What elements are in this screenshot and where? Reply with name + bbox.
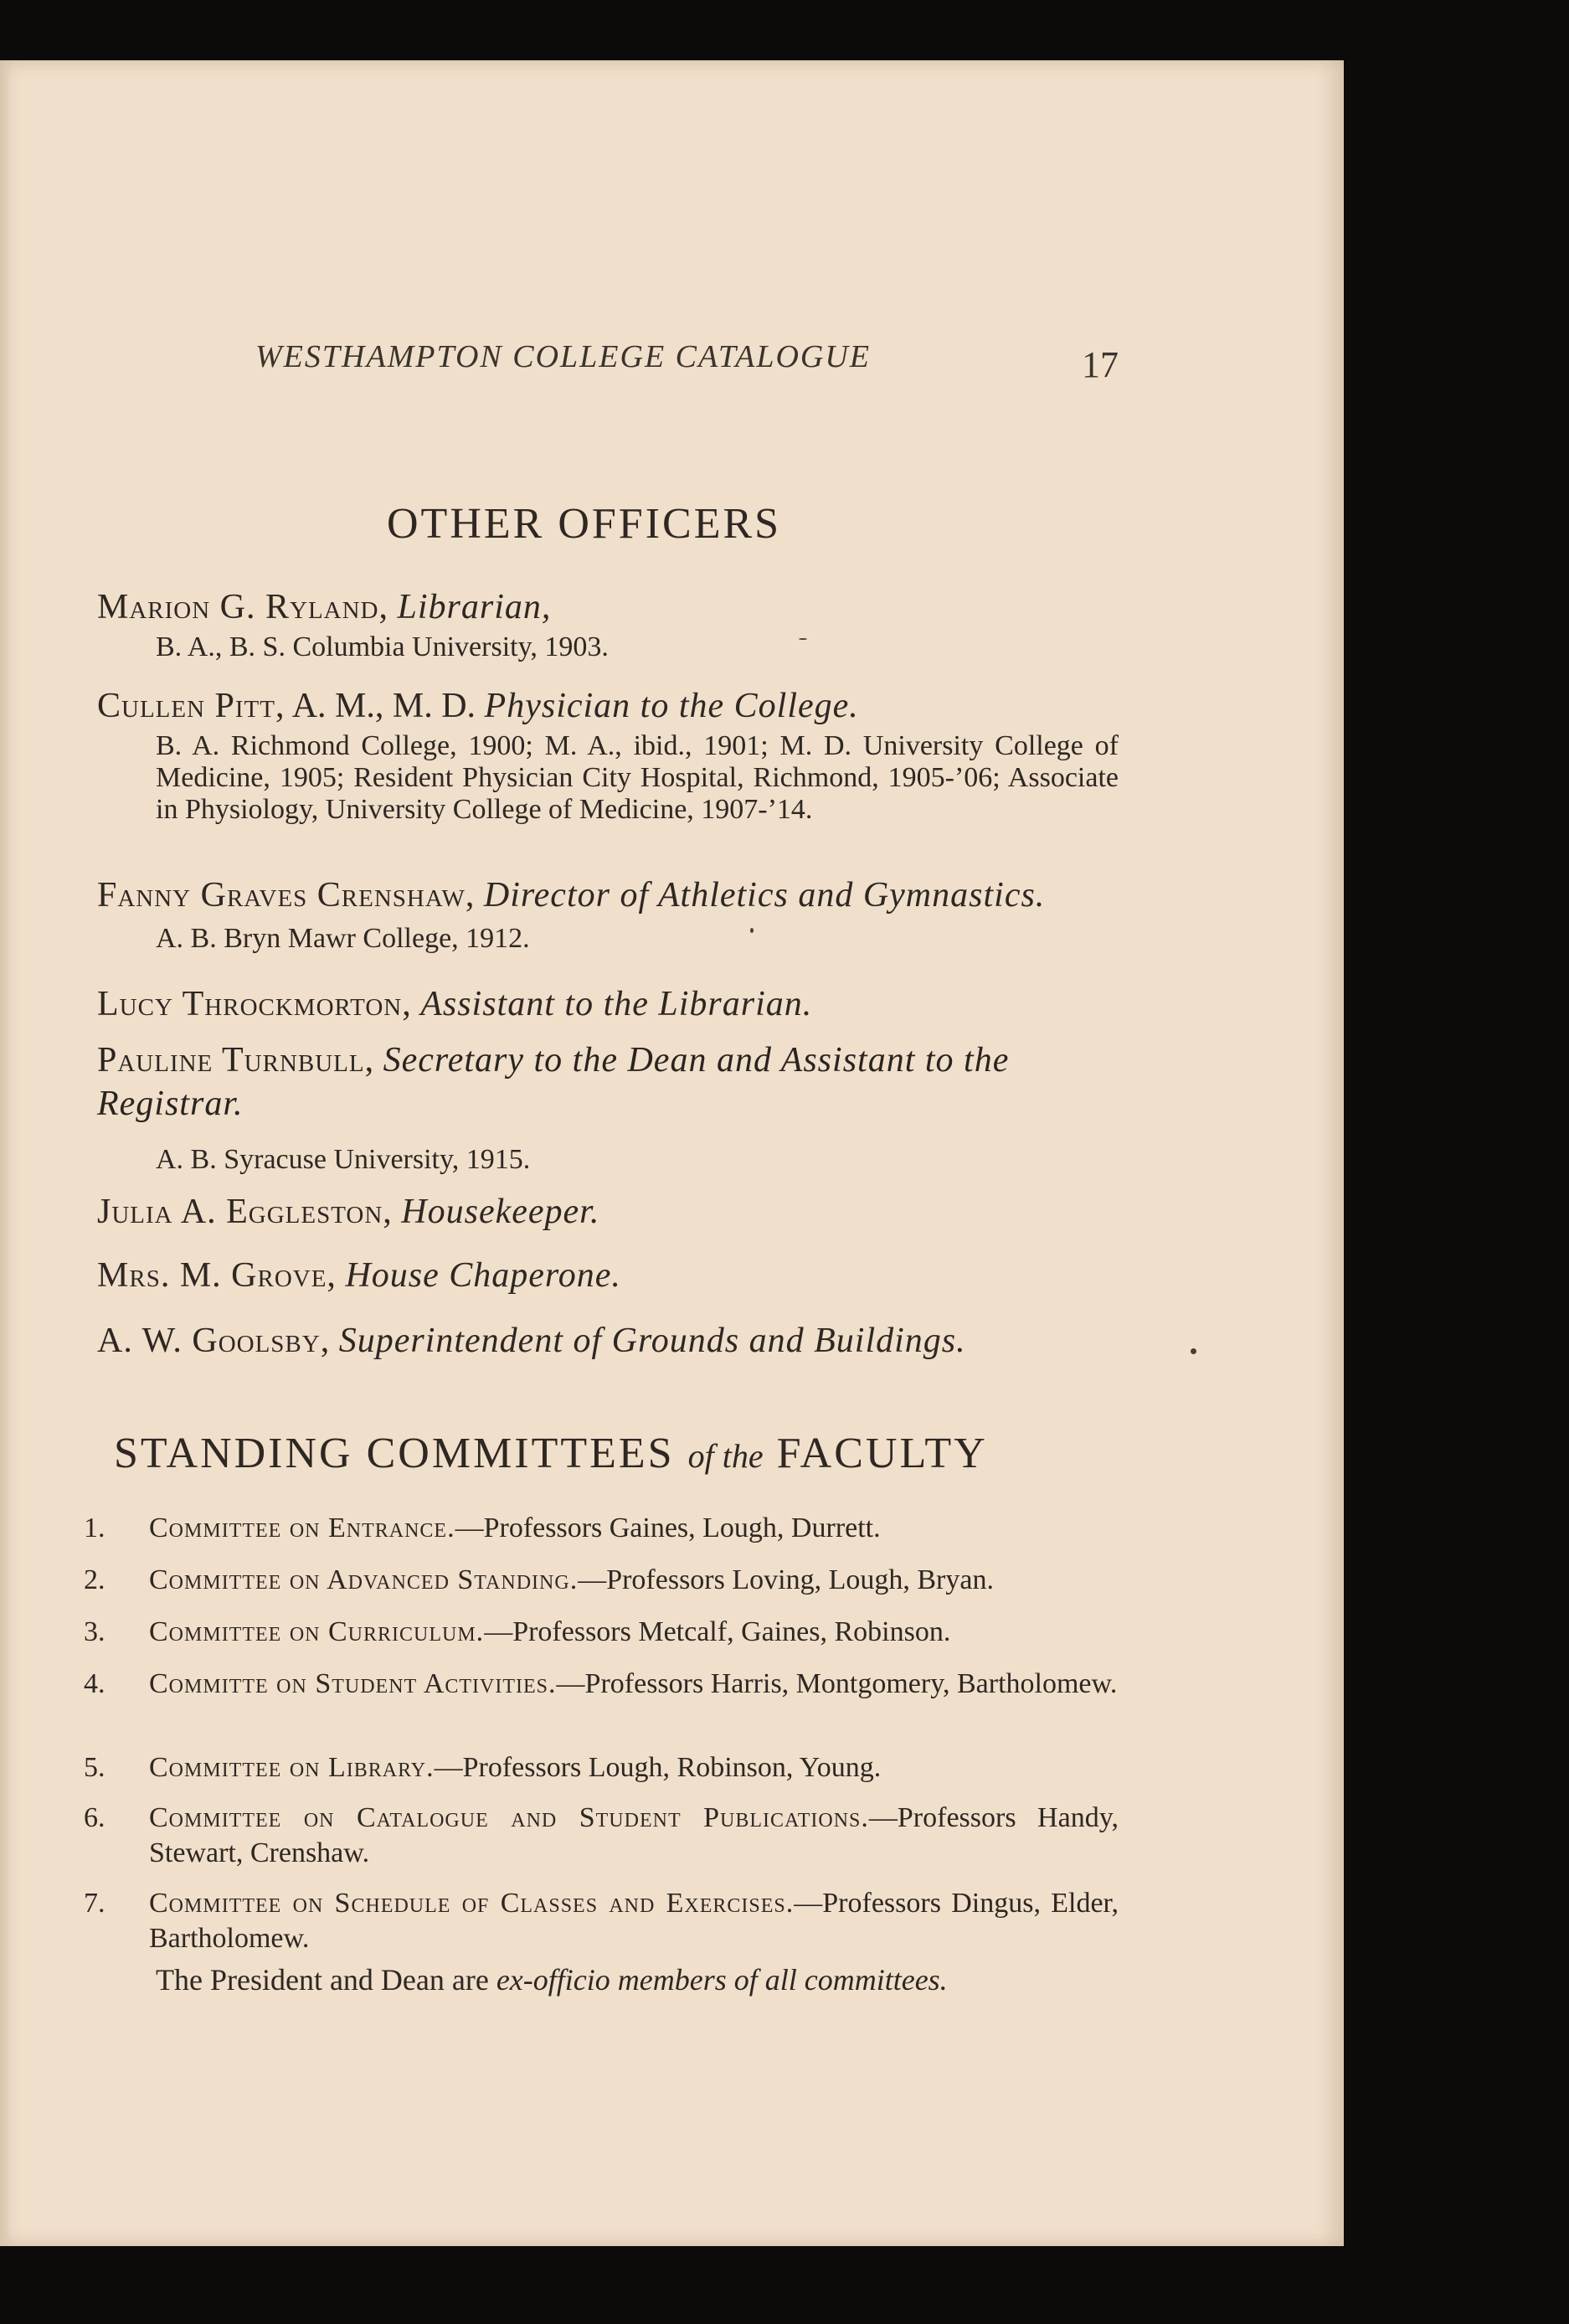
- committee-members: —Professors Handy, Stewart, Crenshaw.: [149, 1802, 1119, 1868]
- officer-entry: [97, 1255, 1119, 1296]
- committee-members: —Professors Dingus, Elder, Bartholomew.: [149, 1888, 1119, 1954]
- committee-number: 7.: [84, 1888, 105, 1919]
- officer-degrees: B. A., B. S. Columbia University, 1903.: [156, 631, 609, 662]
- officer-role: Secretary to the Dean and Assistant to the Registrar.: [97, 1041, 1010, 1123]
- officer-name: Julia A. Eggleston,: [97, 1193, 393, 1231]
- officer-entry: [97, 1191, 1119, 1233]
- committee-number: 4.: [84, 1668, 105, 1699]
- committee-number: 6.: [84, 1802, 105, 1833]
- committee-name: Committe on Student Activities.: [149, 1668, 557, 1699]
- committees-title-connector: of the: [687, 1437, 764, 1475]
- officer-role: Director of Athletics and Gymnastics.: [483, 876, 1046, 915]
- officer-degrees: A. B. Bryn Mawr College, 1912.: [156, 923, 530, 954]
- officer-name: Cullen Pitt,: [97, 687, 286, 725]
- ink-speck: [750, 928, 754, 933]
- footnote-italic: ex-officio members of all committees.: [496, 1963, 948, 1997]
- officer-role: Assistant to the Librarian.: [420, 985, 813, 1023]
- committee-name: Committee on Advanced Standing.: [149, 1564, 579, 1595]
- committee-name: Committee on Entrance.: [149, 1512, 455, 1543]
- officer-role: Physician to the College.: [484, 687, 859, 725]
- committee-number: 1.: [84, 1512, 105, 1543]
- officer-degrees: B. A. Richmond College, 1900; M. A., ibid., 1901; M. D. University College of Medicine, 1905; Resident Physician City Hospital, Richmond, 1905-’06; Associate in Physiology, University College of Medicine, 1907-’14.: [156, 730, 1119, 825]
- committee-members: —Professors Gaines, Lough, Durrett.: [455, 1512, 881, 1543]
- committees-footnote: [156, 1961, 1119, 1998]
- committee-name: Committee on Catalogue and Student Publications.: [149, 1802, 869, 1833]
- officer-entry: [97, 1320, 1119, 1362]
- committees-title-faculty: FACULTY: [776, 1430, 988, 1477]
- committees-title-main: STANDING COMMITTEES: [114, 1430, 675, 1477]
- page-gutter: [0, 60, 12, 2246]
- page-number: 17: [1082, 344, 1119, 385]
- committee-members: —Professors Loving, Lough, Bryan.: [578, 1564, 994, 1595]
- officer-entry: [97, 1038, 1119, 1126]
- officer-role: House Chaperone.: [345, 1256, 621, 1295]
- officer-role: Superintendent of Grounds and Buildings.: [338, 1322, 966, 1360]
- committee-name: Committee on Schedule of Classes and Exercises.: [149, 1888, 795, 1919]
- committee-name: Committee on Library.: [149, 1752, 435, 1783]
- committee-members: —Professors Harris, Montgomery, Bartholomew.: [556, 1668, 1118, 1699]
- officer-name: Lucy Throckmorton,: [97, 985, 412, 1023]
- committee-number: 5.: [84, 1752, 105, 1783]
- ink-speck: [799, 638, 807, 640]
- ink-speck: [1191, 1348, 1196, 1354]
- committee-number: 2.: [84, 1564, 105, 1595]
- officer-name: Mrs. M. Grove,: [97, 1256, 337, 1295]
- officer-role: Housekeeper.: [401, 1193, 600, 1231]
- officer-name: Pauline Turnbull,: [97, 1041, 375, 1080]
- footnote-text: The President and Dean are: [156, 1963, 489, 1997]
- officer-role: Librarian,: [397, 588, 552, 626]
- officer-degrees: A. B. Syracuse University, 1915.: [156, 1144, 531, 1175]
- running-head: WESTHAMPTON COLLEGE CATALOGUE: [255, 339, 872, 374]
- officer-name: Fanny Graves Crenshaw,: [97, 876, 476, 915]
- officer-entry: [97, 586, 1119, 628]
- committee-number: 3.: [84, 1616, 105, 1647]
- officer-name: Marion G. Ryland,: [97, 588, 389, 626]
- other-officers-title: OTHER OFFICERS: [387, 500, 782, 548]
- officer-entry: [97, 874, 1119, 916]
- committee-members: —Professors Metcalf, Gaines, Robinson.: [484, 1616, 951, 1647]
- committees-title: [114, 1429, 988, 1478]
- officer-credentials: A. M., M. D.: [291, 687, 476, 725]
- committee-name: Committee on Curriculum.: [149, 1616, 485, 1647]
- officer-entry: [97, 685, 1119, 727]
- committee-members: —Professors Lough, Robinson, Young.: [434, 1752, 882, 1783]
- officer-name: A. W. Goolsby,: [97, 1322, 331, 1360]
- officer-entry: [97, 983, 1119, 1025]
